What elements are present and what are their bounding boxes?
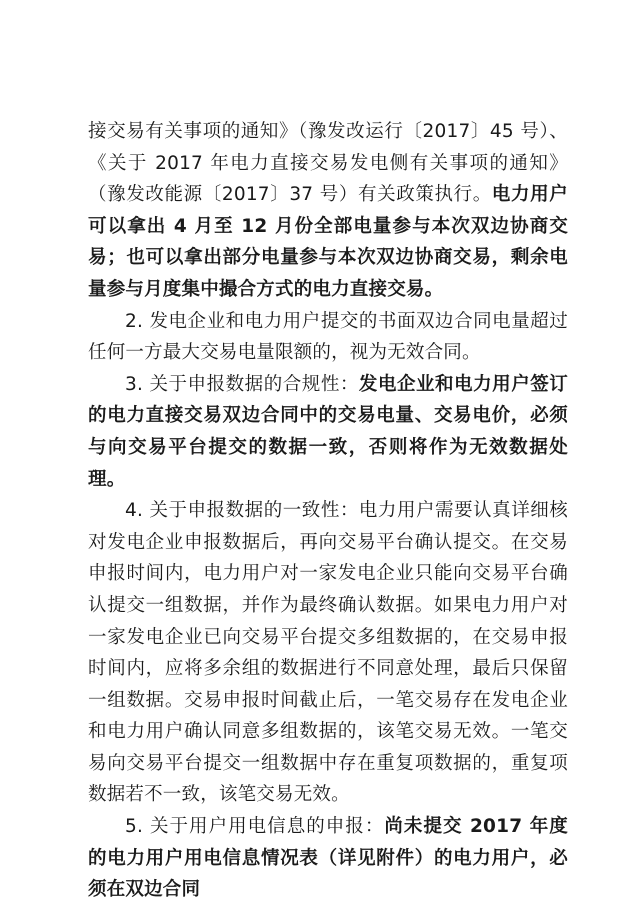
paragraph-3-bold-text: 发电企业和电力用户签订的电力直接交易双边合同中的交易电量、交易电价，必须与向交易平台提交的数据一致，否则将作为无效数据处理。 <box>88 373 568 490</box>
paragraph-2 <box>88 306 568 369</box>
paragraph-2-text: 2. 发电企业和电力用户提交的书面双边合同电量超过任何一方最大交易电量限额的，视为无效合同。 <box>88 310 568 364</box>
paragraph-5-text: 5. 关于用户用电信息的申报： <box>125 816 385 838</box>
paragraph-1 <box>88 116 568 306</box>
paragraph-5 <box>88 811 568 906</box>
paragraph-5-bold-text: 尚未提交 2017 年度的电力用户用电信息情况表（详见附件）的电力用户，必须在双边合同 <box>88 816 568 901</box>
paragraph-3-text: 3. 关于申报数据的合规性： <box>125 373 359 395</box>
paragraph-4-text: 4. 关于申报数据的一致性：电力用户需要认真详细核对发电企业申报数据后，再向交易平台确认提交。在交易申报时间内，电力用户对一家发电企业只能向交易平台确认提交一组数据，并作为最终确认数据。如果电力用户对一家发电企业已向交易平台提交多组数据的，在交易申报时间内，应将多余组的数据进行不同意处理，最后只保留一组数据。交易申报时间截止后，一笔交易存在发电企业和电力用户确认同意多组数据的，该笔交易无效。一笔交易向交易平台提交一组数据中存在重复项数据的，重复项数据若不一致，该笔交易无效。 <box>88 500 568 806</box>
paragraph-3 <box>88 369 568 495</box>
paragraph-1-bold-text: 电力用户可以拿出 4 月至 12 月份全部电量参与本次双边协商交易；也可以拿出部分电量参与本次双边协商交易，剩余电量参与月度集中撮合方式的电力直接交易。 <box>88 184 568 300</box>
paragraph-4 <box>88 495 568 811</box>
paragraph-1-text: 接交易有关事项的通知》（豫发改运行〔2017〕45 号）、《关于 2017 年电力直接交易发电侧有关事项的通知》（豫发改能源〔2017〕37 号）有关政策执行。 <box>88 121 568 206</box>
